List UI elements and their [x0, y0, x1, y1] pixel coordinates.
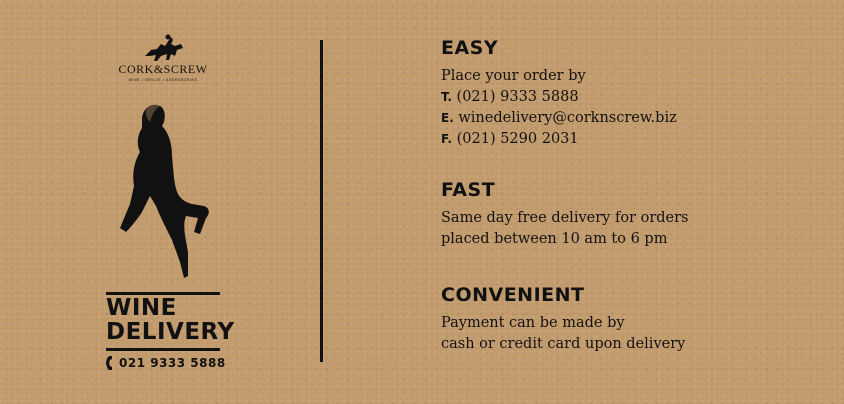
- easy-section: [441, 37, 677, 150]
- fast-heading: FAST: [441, 179, 496, 201]
- fast-line2: placed between 10 am to 6 pm: [441, 231, 668, 247]
- tel-label: T.: [441, 90, 452, 104]
- phone-icon: [106, 356, 114, 370]
- tel-value: (021) 9333 5888: [456, 89, 579, 105]
- convenient-line2: cash or credit card upon delivery: [441, 336, 686, 352]
- wine-delivery-line1: WINE: [106, 295, 177, 321]
- easy-telephone: [441, 87, 677, 108]
- email-value: winedelivery@corknscrew.biz: [458, 110, 677, 126]
- convenient-heading: CONVENIENT: [441, 284, 585, 306]
- brand-logo: [108, 34, 218, 82]
- wine-delivery-phone-number: 021 9333 5888: [119, 356, 226, 370]
- brand-tagline: WINE • GRILLE • ASSESSORIES: [128, 78, 198, 82]
- convenient-line1: Payment can be made by: [441, 315, 625, 331]
- horse-rider-icon: [141, 34, 185, 64]
- email-label: E.: [441, 111, 454, 125]
- fax-value: (021) 5290 2031: [456, 131, 579, 147]
- kneeling-figure-with-bottle-icon: [112, 100, 212, 280]
- easy-email: [441, 108, 677, 129]
- easy-intro: Place your order by: [441, 68, 586, 84]
- wine-delivery-phone: [106, 356, 226, 370]
- easy-fax: [441, 129, 677, 150]
- wine-delivery-bottom-rule: [106, 348, 220, 351]
- fast-line1: Same day free delivery for orders: [441, 210, 689, 226]
- vertical-divider: [320, 40, 323, 362]
- fast-section: [441, 179, 689, 250]
- wine-delivery-title: [106, 296, 235, 344]
- fax-label: F.: [441, 132, 452, 146]
- brand-name: CORK&SCREW: [118, 62, 208, 76]
- easy-heading: EASY: [441, 37, 499, 59]
- convenient-section: [441, 284, 685, 355]
- wine-delivery-line2: DELIVERY: [106, 319, 235, 345]
